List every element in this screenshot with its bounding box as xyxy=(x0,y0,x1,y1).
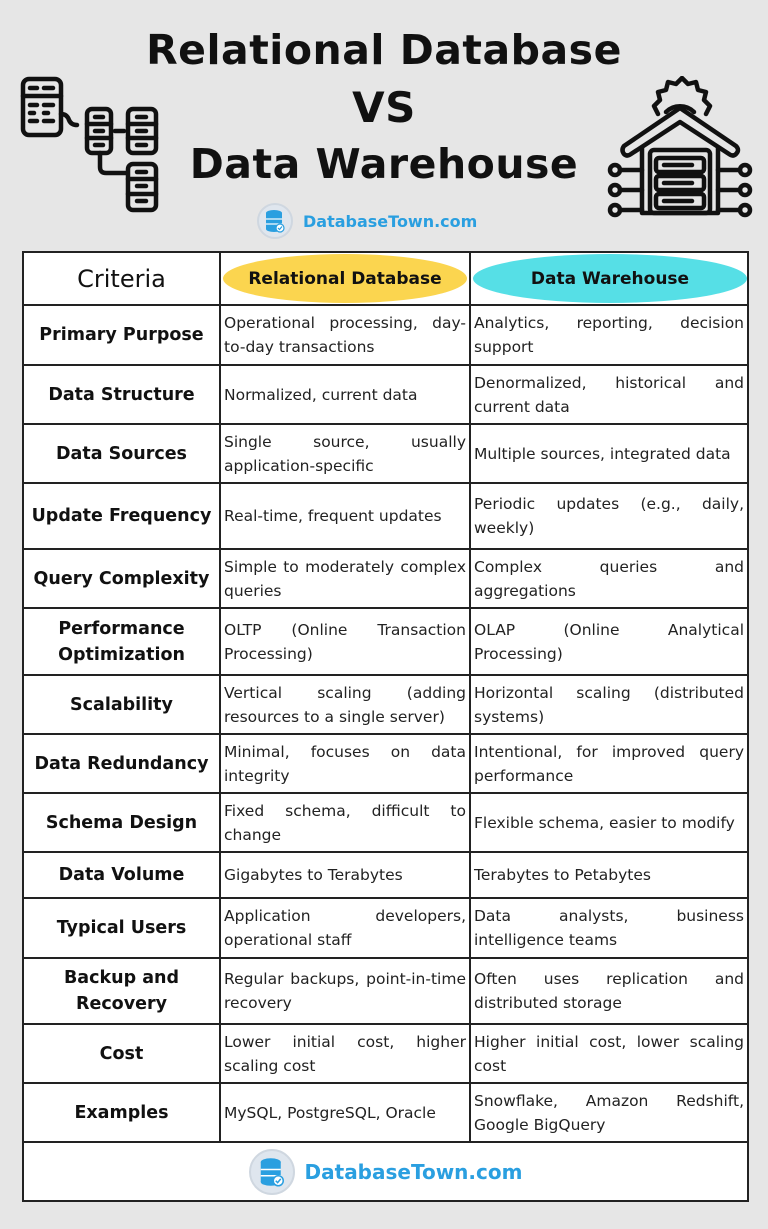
criteria-cell: Typical Users xyxy=(23,898,220,958)
criteria-cell: Performance Optimization xyxy=(23,608,220,675)
warehouse-cell: Periodic updates (e.g., daily, weekly) xyxy=(470,483,748,549)
warehouse-cell: Flexible schema, easier to modify xyxy=(470,793,748,852)
relational-cell: Regular backups, point-in-time recovery xyxy=(220,958,470,1024)
title-line-2: VS xyxy=(352,83,416,132)
relational-cell: Real-time, frequent updates xyxy=(220,483,470,549)
relational-cell: OLTP (Online Transaction Processing) xyxy=(220,608,470,675)
warehouse-cell: Higher initial cost, lower scaling cost xyxy=(470,1024,748,1083)
criteria-cell: Examples xyxy=(23,1083,220,1142)
relational-cell: Operational processing, day-to-day transactions xyxy=(220,305,470,365)
table-row xyxy=(23,1083,748,1142)
relational-cell: Single source, usually application-specific xyxy=(220,424,470,483)
relational-cell: Lower initial cost, higher scaling cost xyxy=(220,1024,470,1083)
table-row xyxy=(23,898,748,958)
title-line-3: Data Warehouse xyxy=(189,140,579,188)
relational-cell: Fixed schema, difficult to change xyxy=(220,793,470,852)
warehouse-cell: Often uses replication and distributed storage xyxy=(470,958,748,1024)
table-header-row xyxy=(23,252,748,305)
table-row xyxy=(23,305,748,365)
header-warehouse xyxy=(470,252,748,305)
brand-name: DatabaseTown.com xyxy=(303,211,478,231)
criteria-cell: Data Structure xyxy=(23,365,220,424)
warehouse-cell: Data analysts, business intelligence teams xyxy=(470,898,748,958)
relational-pill: Relational Database xyxy=(223,254,467,303)
warehouse-cell: Complex queries and aggregations xyxy=(470,549,748,608)
warehouse-cell: Denormalized, historical and current data xyxy=(470,365,748,424)
table-row xyxy=(23,958,748,1024)
comparison-table xyxy=(22,251,749,1202)
brand-name: DatabaseTown.com xyxy=(304,1159,523,1184)
title-line-1: Relational Database xyxy=(146,26,622,74)
header-criteria: Criteria xyxy=(23,252,220,305)
criteria-cell: Primary Purpose xyxy=(23,305,220,365)
warehouse-cell: OLAP (Online Analytical Processing) xyxy=(470,608,748,675)
header-relational xyxy=(220,252,470,305)
relational-cell: Application developers, operational staff xyxy=(220,898,470,958)
criteria-cell: Backup and Recovery xyxy=(23,958,220,1024)
criteria-cell: Update Frequency xyxy=(23,483,220,549)
warehouse-cell: Snowflake, Amazon Redshift, Google BigQuery xyxy=(470,1083,748,1142)
brand-footer xyxy=(249,1149,523,1195)
criteria-cell: Query Complexity xyxy=(23,549,220,608)
database-check-logo-icon xyxy=(249,1149,295,1195)
table-row xyxy=(23,793,748,852)
table-row xyxy=(23,424,748,483)
criteria-cell: Schema Design xyxy=(23,793,220,852)
table-row xyxy=(23,1024,748,1083)
table-row xyxy=(23,483,748,549)
warehouse-cell: Intentional, for improved query performance xyxy=(470,734,748,793)
relational-cell: MySQL, PostgreSQL, Oracle xyxy=(220,1083,470,1142)
table-row xyxy=(23,608,748,675)
criteria-cell: Scalability xyxy=(23,675,220,734)
table-row xyxy=(23,549,748,608)
table-row xyxy=(23,852,748,898)
relational-cell: Normalized, current data xyxy=(220,365,470,424)
relational-cell: Gigabytes to Terabytes xyxy=(220,852,470,898)
database-check-logo-icon xyxy=(257,203,293,239)
footer-row xyxy=(23,1142,748,1201)
table-row xyxy=(23,365,748,424)
criteria-cell: Data Redundancy xyxy=(23,734,220,793)
warehouse-cell: Horizontal scaling (distributed systems) xyxy=(470,675,748,734)
warehouse-pill: Data Warehouse xyxy=(473,254,747,303)
criteria-cell: Data Volume xyxy=(23,852,220,898)
relational-cell: Vertical scaling (adding resources to a single server) xyxy=(220,675,470,734)
relational-cell: Simple to moderately complex queries xyxy=(220,549,470,608)
warehouse-cell: Terabytes to Petabytes xyxy=(470,852,748,898)
table-row xyxy=(23,734,748,793)
warehouse-cell: Multiple sources, integrated data xyxy=(470,424,748,483)
criteria-cell: Data Sources xyxy=(23,424,220,483)
relational-database-tables-icon xyxy=(20,76,160,216)
criteria-cell: Cost xyxy=(23,1024,220,1083)
table-row xyxy=(23,675,748,734)
brand-header xyxy=(257,203,477,239)
footer-cell xyxy=(23,1142,748,1201)
warehouse-cell: Analytics, reporting, decision support xyxy=(470,305,748,365)
data-warehouse-gear-icon xyxy=(606,76,754,221)
relational-cell: Minimal, focuses on data integrity xyxy=(220,734,470,793)
